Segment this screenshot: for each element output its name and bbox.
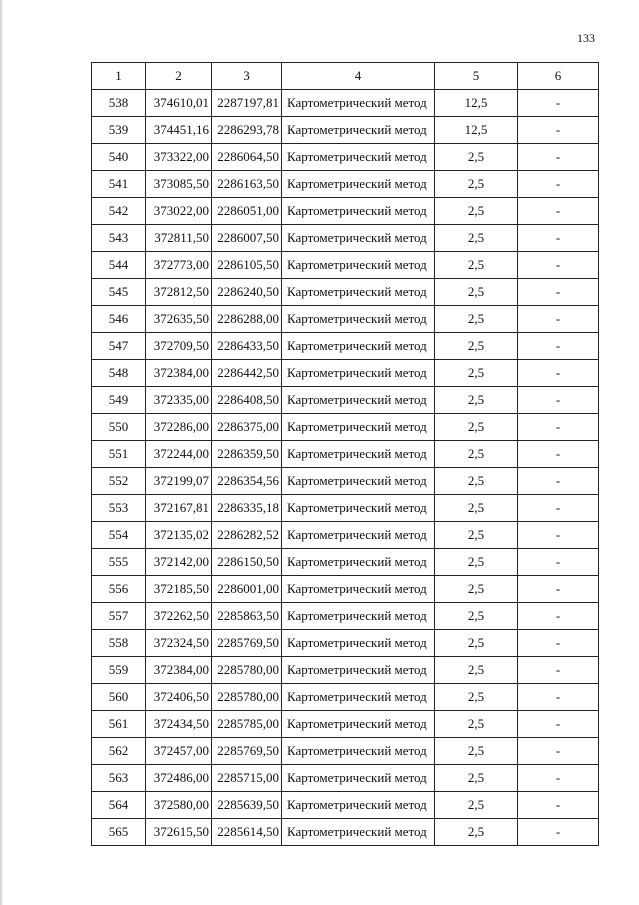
x-coordinate-cell: 372635,50 [146, 306, 212, 333]
accuracy-cell: 2,5 [435, 819, 518, 846]
point-number-cell: 565 [92, 819, 146, 846]
x-coordinate-cell: 372580,00 [146, 792, 212, 819]
note-cell: - [518, 306, 599, 333]
scan-edge [0, 0, 3, 905]
point-number-cell: 550 [92, 414, 146, 441]
point-number-cell: 549 [92, 387, 146, 414]
table-row [92, 792, 599, 819]
x-coordinate-cell: 372262,50 [146, 603, 212, 630]
table-row [92, 441, 599, 468]
method-cell: Картометрический метод [282, 630, 435, 657]
point-number-cell: 556 [92, 576, 146, 603]
table-body [92, 90, 599, 846]
column-header: 2 [146, 63, 212, 90]
table-row [92, 117, 599, 144]
note-cell: - [518, 792, 599, 819]
x-coordinate-cell: 372244,00 [146, 441, 212, 468]
note-cell: - [518, 252, 599, 279]
table-header-row [92, 63, 599, 90]
table-row [92, 198, 599, 225]
table-row [92, 414, 599, 441]
method-cell: Картометрический метод [282, 495, 435, 522]
x-coordinate-cell: 372709,50 [146, 333, 212, 360]
point-number-cell: 563 [92, 765, 146, 792]
accuracy-cell: 2,5 [435, 414, 518, 441]
note-cell: - [518, 765, 599, 792]
method-cell: Картометрический метод [282, 117, 435, 144]
accuracy-cell: 2,5 [435, 468, 518, 495]
y-coordinate-cell: 2285780,00 [212, 657, 282, 684]
x-coordinate-cell: 372434,50 [146, 711, 212, 738]
y-coordinate-cell: 2286150,50 [212, 549, 282, 576]
method-cell: Картометрический метод [282, 738, 435, 765]
note-cell: - [518, 657, 599, 684]
x-coordinate-cell: 372406,50 [146, 684, 212, 711]
note-cell: - [518, 603, 599, 630]
note-cell: - [518, 333, 599, 360]
y-coordinate-cell: 2286051,00 [212, 198, 282, 225]
method-cell: Картометрический метод [282, 171, 435, 198]
table-row [92, 738, 599, 765]
note-cell: - [518, 414, 599, 441]
column-header: 4 [282, 63, 435, 90]
table-row [92, 576, 599, 603]
column-header: 5 [435, 63, 518, 90]
page-number: 133 [577, 31, 595, 45]
y-coordinate-cell: 2286105,50 [212, 252, 282, 279]
table-row [92, 711, 599, 738]
x-coordinate-cell: 372615,50 [146, 819, 212, 846]
table-row [92, 684, 599, 711]
y-coordinate-cell: 2286354,56 [212, 468, 282, 495]
method-cell: Картометрический метод [282, 819, 435, 846]
x-coordinate-cell: 372286,00 [146, 414, 212, 441]
point-number-cell: 559 [92, 657, 146, 684]
note-cell: - [518, 441, 599, 468]
accuracy-cell: 2,5 [435, 684, 518, 711]
x-coordinate-cell: 373085,50 [146, 171, 212, 198]
y-coordinate-cell: 2286288,00 [212, 306, 282, 333]
y-coordinate-cell: 2286375,00 [212, 414, 282, 441]
table-row [92, 333, 599, 360]
method-cell: Картометрический метод [282, 225, 435, 252]
method-cell: Картометрический метод [282, 252, 435, 279]
accuracy-cell: 2,5 [435, 171, 518, 198]
method-cell: Картометрический метод [282, 414, 435, 441]
note-cell: - [518, 711, 599, 738]
x-coordinate-cell: 372199,07 [146, 468, 212, 495]
y-coordinate-cell: 2285614,50 [212, 819, 282, 846]
x-coordinate-cell: 372457,00 [146, 738, 212, 765]
note-cell: - [518, 360, 599, 387]
accuracy-cell: 2,5 [435, 306, 518, 333]
x-coordinate-cell: 372142,00 [146, 549, 212, 576]
point-number-cell: 545 [92, 279, 146, 306]
note-cell: - [518, 468, 599, 495]
x-coordinate-cell: 372384,00 [146, 657, 212, 684]
method-cell: Картометрический метод [282, 387, 435, 414]
note-cell: - [518, 90, 599, 117]
column-header: 6 [518, 63, 599, 90]
column-header: 1 [92, 63, 146, 90]
point-number-cell: 539 [92, 117, 146, 144]
y-coordinate-cell: 2285863,50 [212, 603, 282, 630]
y-coordinate-cell: 2286433,50 [212, 333, 282, 360]
accuracy-cell: 2,5 [435, 279, 518, 306]
x-coordinate-cell: 372486,00 [146, 765, 212, 792]
point-number-cell: 562 [92, 738, 146, 765]
y-coordinate-cell: 2286240,50 [212, 279, 282, 306]
point-number-cell: 561 [92, 711, 146, 738]
table-row [92, 765, 599, 792]
method-cell: Картометрический метод [282, 198, 435, 225]
table-row [92, 819, 599, 846]
coordinates-table [91, 62, 599, 846]
method-cell: Картометрический метод [282, 603, 435, 630]
point-number-cell: 541 [92, 171, 146, 198]
x-coordinate-cell: 372324,50 [146, 630, 212, 657]
note-cell: - [518, 144, 599, 171]
table-row [92, 90, 599, 117]
table-row [92, 522, 599, 549]
point-number-cell: 546 [92, 306, 146, 333]
accuracy-cell: 2,5 [435, 765, 518, 792]
y-coordinate-cell: 2285780,00 [212, 684, 282, 711]
accuracy-cell: 2,5 [435, 711, 518, 738]
accuracy-cell: 2,5 [435, 252, 518, 279]
accuracy-cell: 2,5 [435, 495, 518, 522]
x-coordinate-cell: 374610,01 [146, 90, 212, 117]
y-coordinate-cell: 2285639,50 [212, 792, 282, 819]
note-cell: - [518, 387, 599, 414]
x-coordinate-cell: 372185,50 [146, 576, 212, 603]
y-coordinate-cell: 2286442,50 [212, 360, 282, 387]
accuracy-cell: 2,5 [435, 738, 518, 765]
accuracy-cell: 2,5 [435, 630, 518, 657]
method-cell: Картометрический метод [282, 333, 435, 360]
x-coordinate-cell: 372773,00 [146, 252, 212, 279]
table-row [92, 252, 599, 279]
point-number-cell: 548 [92, 360, 146, 387]
note-cell: - [518, 738, 599, 765]
method-cell: Картометрический метод [282, 792, 435, 819]
method-cell: Картометрический метод [282, 576, 435, 603]
method-cell: Картометрический метод [282, 711, 435, 738]
x-coordinate-cell: 373022,00 [146, 198, 212, 225]
point-number-cell: 542 [92, 198, 146, 225]
point-number-cell: 551 [92, 441, 146, 468]
table-row [92, 279, 599, 306]
note-cell: - [518, 117, 599, 144]
note-cell: - [518, 684, 599, 711]
y-coordinate-cell: 2286335,18 [212, 495, 282, 522]
accuracy-cell: 2,5 [435, 522, 518, 549]
method-cell: Картометрический метод [282, 441, 435, 468]
point-number-cell: 544 [92, 252, 146, 279]
x-coordinate-cell: 372135,02 [146, 522, 212, 549]
y-coordinate-cell: 2286408,50 [212, 387, 282, 414]
accuracy-cell: 2,5 [435, 198, 518, 225]
x-coordinate-cell: 373322,00 [146, 144, 212, 171]
accuracy-cell: 2,5 [435, 387, 518, 414]
note-cell: - [518, 225, 599, 252]
y-coordinate-cell: 2286001,00 [212, 576, 282, 603]
accuracy-cell: 2,5 [435, 549, 518, 576]
table-row [92, 387, 599, 414]
y-coordinate-cell: 2286163,50 [212, 171, 282, 198]
note-cell: - [518, 198, 599, 225]
method-cell: Картометрический метод [282, 144, 435, 171]
note-cell: - [518, 630, 599, 657]
y-coordinate-cell: 2287197,81 [212, 90, 282, 117]
accuracy-cell: 12,5 [435, 90, 518, 117]
point-number-cell: 564 [92, 792, 146, 819]
point-number-cell: 538 [92, 90, 146, 117]
accuracy-cell: 12,5 [435, 117, 518, 144]
note-cell: - [518, 279, 599, 306]
y-coordinate-cell: 2286293,78 [212, 117, 282, 144]
note-cell: - [518, 522, 599, 549]
table-row [92, 495, 599, 522]
y-coordinate-cell: 2286007,50 [212, 225, 282, 252]
table-row [92, 360, 599, 387]
point-number-cell: 540 [92, 144, 146, 171]
method-cell: Картометрический метод [282, 765, 435, 792]
accuracy-cell: 2,5 [435, 144, 518, 171]
method-cell: Картометрический метод [282, 468, 435, 495]
x-coordinate-cell: 372384,00 [146, 360, 212, 387]
note-cell: - [518, 549, 599, 576]
accuracy-cell: 2,5 [435, 603, 518, 630]
point-number-cell: 553 [92, 495, 146, 522]
column-header: 3 [212, 63, 282, 90]
point-number-cell: 560 [92, 684, 146, 711]
point-number-cell: 552 [92, 468, 146, 495]
note-cell: - [518, 495, 599, 522]
table-row [92, 144, 599, 171]
y-coordinate-cell: 2285769,50 [212, 630, 282, 657]
point-number-cell: 558 [92, 630, 146, 657]
table-row [92, 549, 599, 576]
accuracy-cell: 2,5 [435, 792, 518, 819]
y-coordinate-cell: 2285785,00 [212, 711, 282, 738]
point-number-cell: 547 [92, 333, 146, 360]
table-row [92, 630, 599, 657]
y-coordinate-cell: 2285769,50 [212, 738, 282, 765]
note-cell: - [518, 576, 599, 603]
accuracy-cell: 2,5 [435, 657, 518, 684]
table-row [92, 468, 599, 495]
x-coordinate-cell: 372812,50 [146, 279, 212, 306]
x-coordinate-cell: 372811,50 [146, 225, 212, 252]
x-coordinate-cell: 374451,16 [146, 117, 212, 144]
y-coordinate-cell: 2286359,50 [212, 441, 282, 468]
method-cell: Картометрический метод [282, 90, 435, 117]
method-cell: Картометрический метод [282, 279, 435, 306]
table-row [92, 306, 599, 333]
table-row [92, 657, 599, 684]
method-cell: Картометрический метод [282, 306, 435, 333]
table-row [92, 225, 599, 252]
y-coordinate-cell: 2286064,50 [212, 144, 282, 171]
accuracy-cell: 2,5 [435, 225, 518, 252]
method-cell: Картометрический метод [282, 360, 435, 387]
y-coordinate-cell: 2285715,00 [212, 765, 282, 792]
table-row [92, 603, 599, 630]
note-cell: - [518, 819, 599, 846]
point-number-cell: 543 [92, 225, 146, 252]
method-cell: Картометрический метод [282, 522, 435, 549]
x-coordinate-cell: 372167,81 [146, 495, 212, 522]
method-cell: Картометрический метод [282, 549, 435, 576]
point-number-cell: 555 [92, 549, 146, 576]
accuracy-cell: 2,5 [435, 441, 518, 468]
y-coordinate-cell: 2286282,52 [212, 522, 282, 549]
table-row [92, 171, 599, 198]
note-cell: - [518, 171, 599, 198]
point-number-cell: 554 [92, 522, 146, 549]
method-cell: Картометрический метод [282, 657, 435, 684]
method-cell: Картометрический метод [282, 684, 435, 711]
accuracy-cell: 2,5 [435, 360, 518, 387]
x-coordinate-cell: 372335,00 [146, 387, 212, 414]
accuracy-cell: 2,5 [435, 576, 518, 603]
point-number-cell: 557 [92, 603, 146, 630]
accuracy-cell: 2,5 [435, 333, 518, 360]
